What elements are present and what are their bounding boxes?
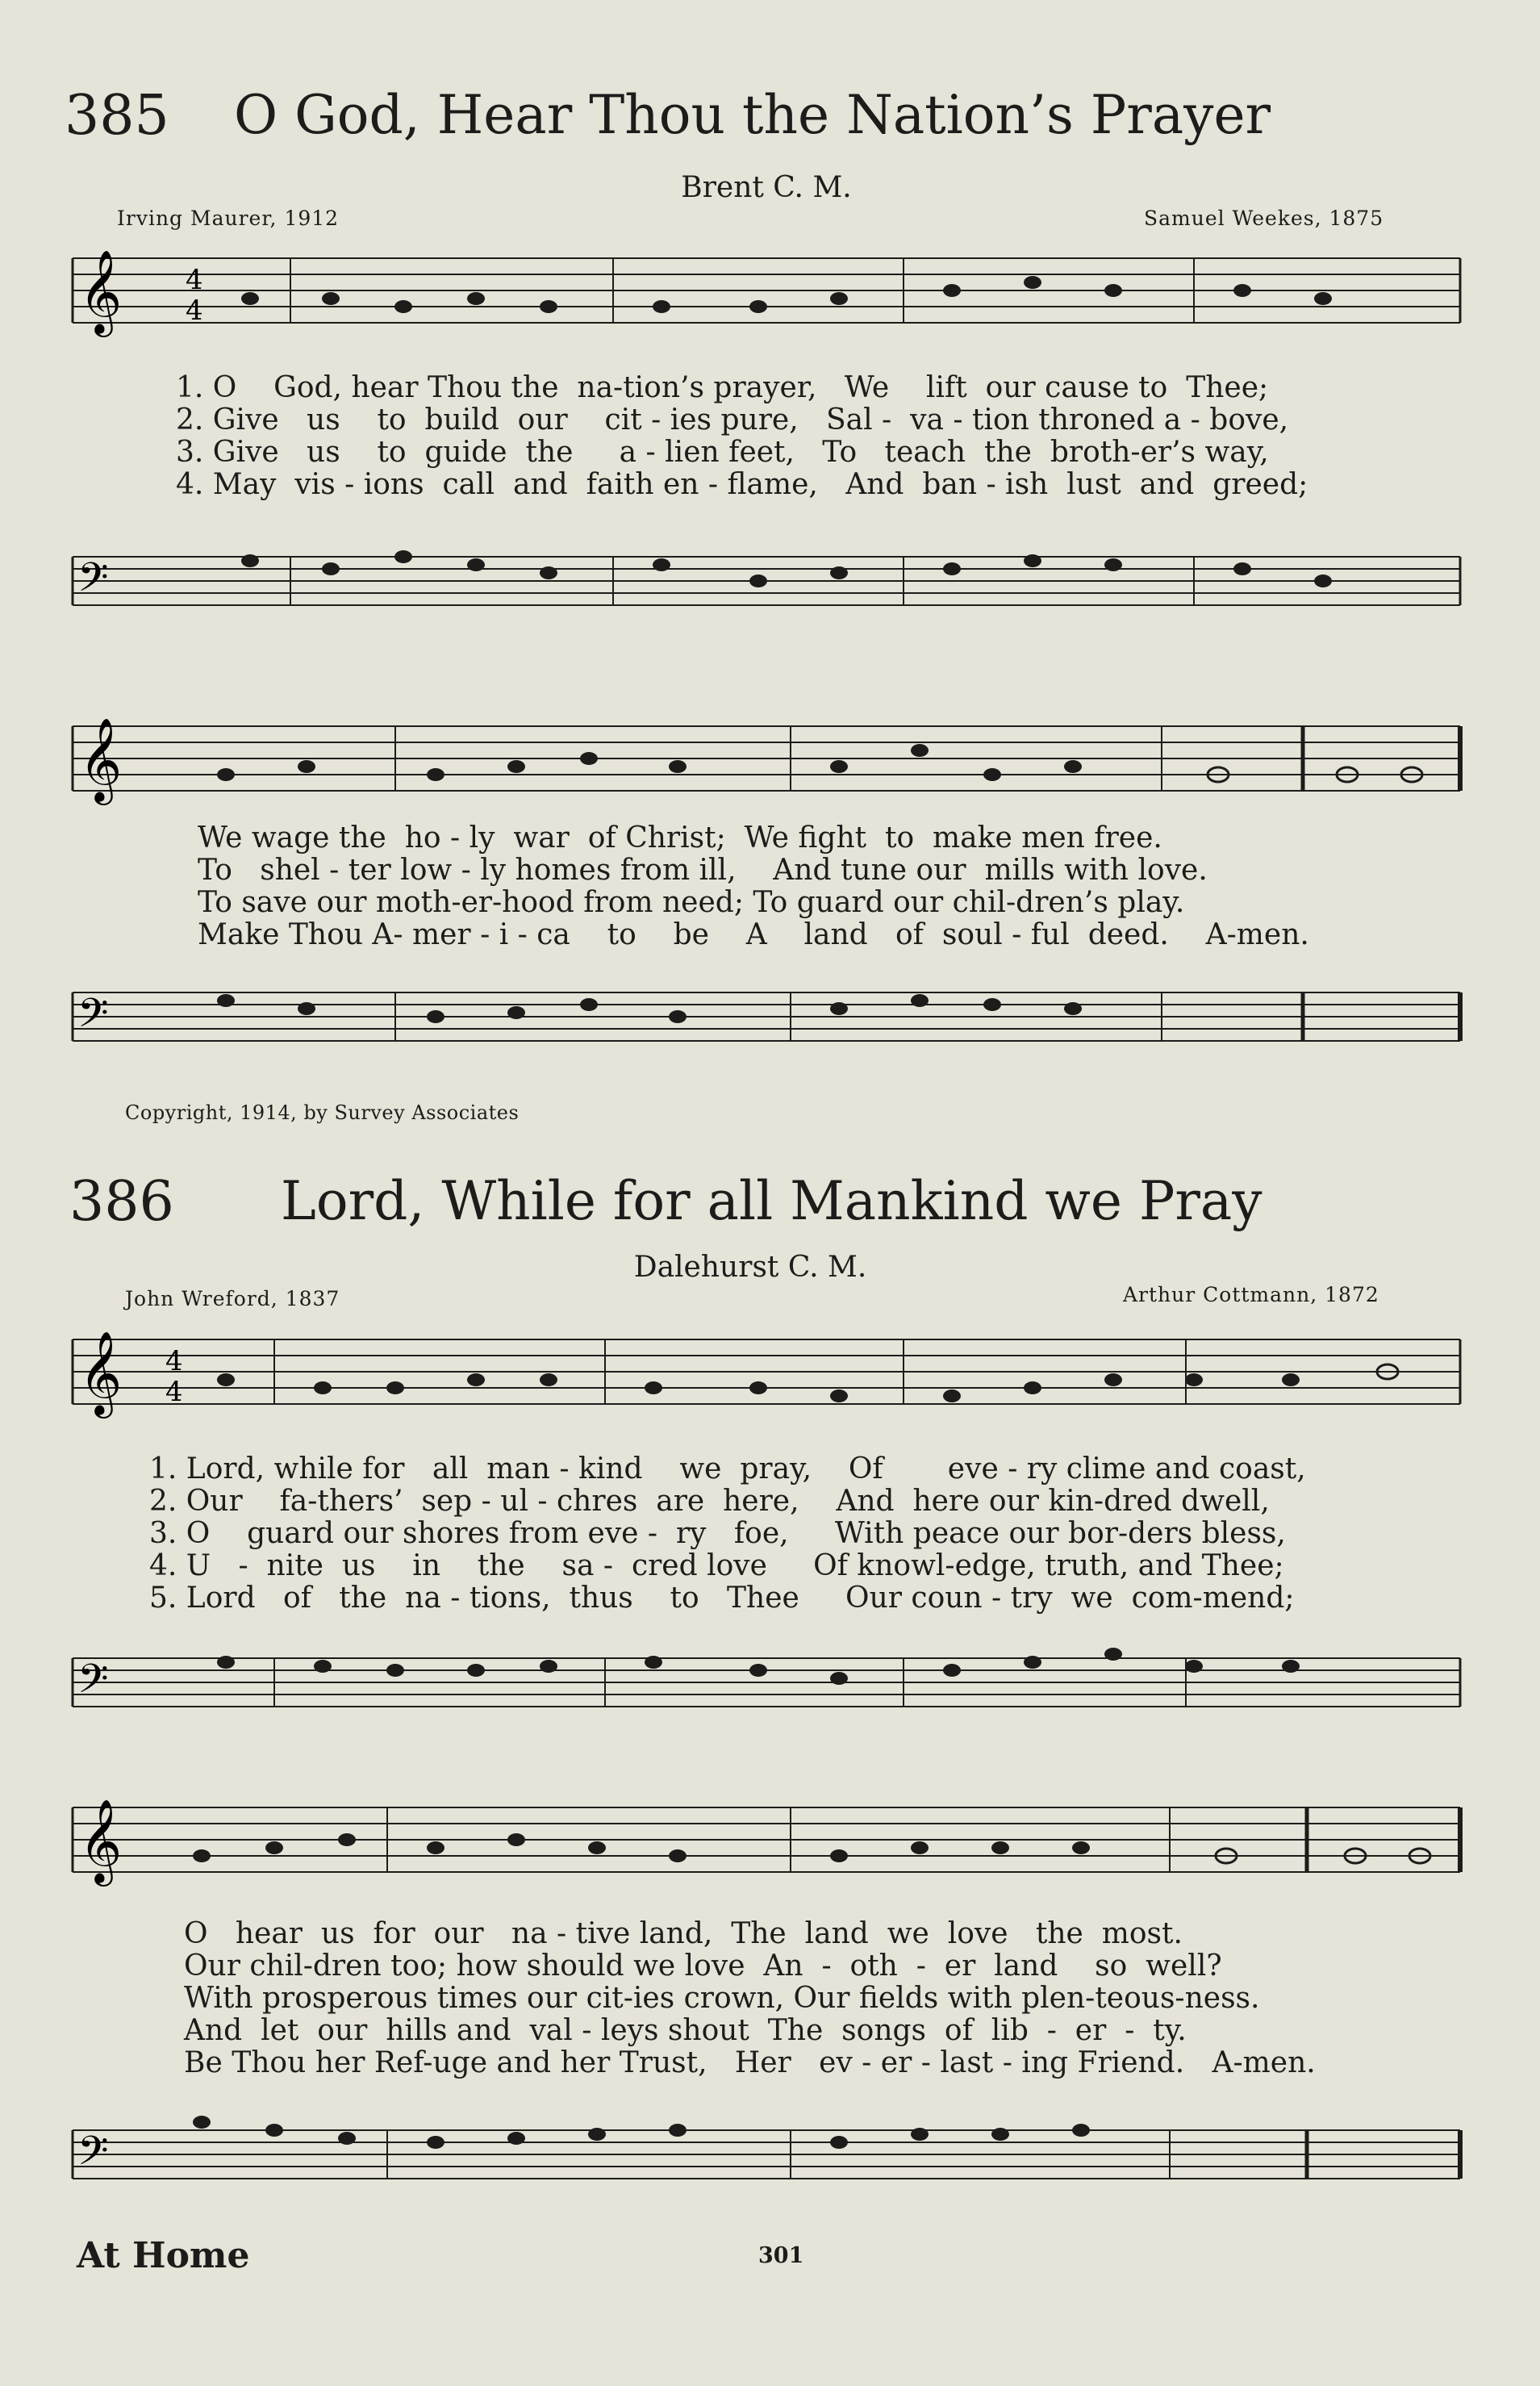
verse-line: O hear us for our na - tive land, The land we love the most. [184, 1917, 1183, 1950]
hymn-385-copyright: Copyright, 1914, by Survey Associates [125, 1101, 520, 1124]
svg-text:𝄞: 𝄞 [79, 249, 123, 334]
verse-line: 1. Lord, while for all man - kind we pray, Of eve - ry clime and coast, [149, 1452, 1306, 1486]
verse-line: To shel - ter low - ly homes from ill, And tune our mills with love. [198, 854, 1208, 887]
hymn-386-bass-staff-2 [65, 2090, 1468, 2211]
svg-text:4: 4 [186, 264, 203, 296]
hymn-386-composer: Arthur Cottmann, 1872 [1123, 1283, 1379, 1306]
hymn-385-composer: Samuel Weekes, 1875 [1144, 207, 1384, 230]
verse-line: 4. U - nite us in the sa - cred love Of knowl-edge, truth, and Thee; [149, 1549, 1284, 1582]
svg-text:𝄞: 𝄞 [79, 1331, 123, 1415]
svg-text:4: 4 [165, 1345, 183, 1377]
verse-line: We wage the ho - ly war of Christ; We fight to make men free. [198, 821, 1162, 855]
verse-line: 5. Lord of the na - tions, thus to Thee Our coun - try we com-mend; [149, 1582, 1295, 1615]
verse-line: To save our moth-er-hood from need; To guard our chil-dren’s play. [198, 886, 1185, 919]
hymn-386-number: 386 [69, 1170, 174, 1234]
hymn-385-title: O God, Hear Thou the Nation’s Prayer [234, 84, 1271, 146]
svg-text:𝄞: 𝄞 [79, 717, 123, 802]
hymn-385-author: Irving Maurer, 1912 [117, 207, 340, 230]
svg-text:4: 4 [186, 295, 203, 327]
hymn-385-bass-staff-1 [65, 524, 1468, 629]
verse-line: 1. O God, hear Thou the na-tion’s prayer, We lift our cause to Thee; [176, 371, 1269, 404]
hymn-385-bass-staff-2 [65, 968, 1468, 1073]
hymn-385-treble-staff-1 [65, 242, 1468, 347]
verse-line: 2. Give us to build our cit - ies pure, Sal - va - tion throned a - bove, [176, 403, 1289, 437]
hymn-385-treble-staff-2 [65, 694, 1468, 807]
hymn-385-number: 385 [65, 84, 169, 148]
verse-line: With prosperous times our cit-ies crown, Our fields with plen-teous-ness. [184, 1982, 1260, 2015]
hymn-386-author: John Wreford, 1837 [125, 1287, 340, 1310]
svg-text:𝄢: 𝄢 [77, 990, 109, 1047]
section-label: At Home [77, 2235, 250, 2276]
verse-line: Make Thou A- mer - i - ca to be A land of soul - ful deed. A-men. [198, 918, 1309, 951]
verse-line: Be Thou her Ref-uge and her Trust, Her ev - er - last - ing Friend. A-men. [184, 2046, 1316, 2079]
verse-line: 3. Give us to guide the a - lien feet, To teach the broth-er’s way, [176, 436, 1269, 469]
hymn-386-tune: Dalehurst C. M. [633, 1251, 867, 1284]
verse-line: 2. Our fa-thers’ sep - ul - chres are here, And here our kin-dred dwell, [149, 1485, 1270, 1518]
svg-text:4: 4 [165, 1376, 183, 1408]
hymn-386-bass-staff-1 [65, 1622, 1468, 1727]
verse-line: 4. May vis - ions call and faith en - flame, And ban - ish lust and greed; [176, 468, 1308, 501]
svg-text:𝄢: 𝄢 [77, 2128, 109, 2184]
verse-line: 3. O guard our shores from eve - ry foe, With peace our bor-ders bless, [149, 1517, 1286, 1550]
hymn-385-tune: Brent C. M. [681, 171, 852, 204]
verse-line: And let our hills and val - leys shout The songs of lib - er - ty. [184, 2014, 1187, 2047]
hymn-386-treble-staff-1 [65, 1323, 1468, 1428]
svg-text:𝄢: 𝄢 [77, 554, 109, 611]
hymn-386-treble-staff-2 [65, 1775, 1468, 1888]
hymn-386-title: Lord, While for all Mankind we Pray [281, 1170, 1262, 1232]
verse-line: Our chil-dren too; how should we love An - oth - er land so well? [184, 1949, 1222, 1983]
page-number: 301 [758, 2243, 804, 2268]
svg-text:𝄞: 𝄞 [79, 1799, 123, 1883]
svg-text:𝄢: 𝄢 [77, 1656, 109, 1712]
